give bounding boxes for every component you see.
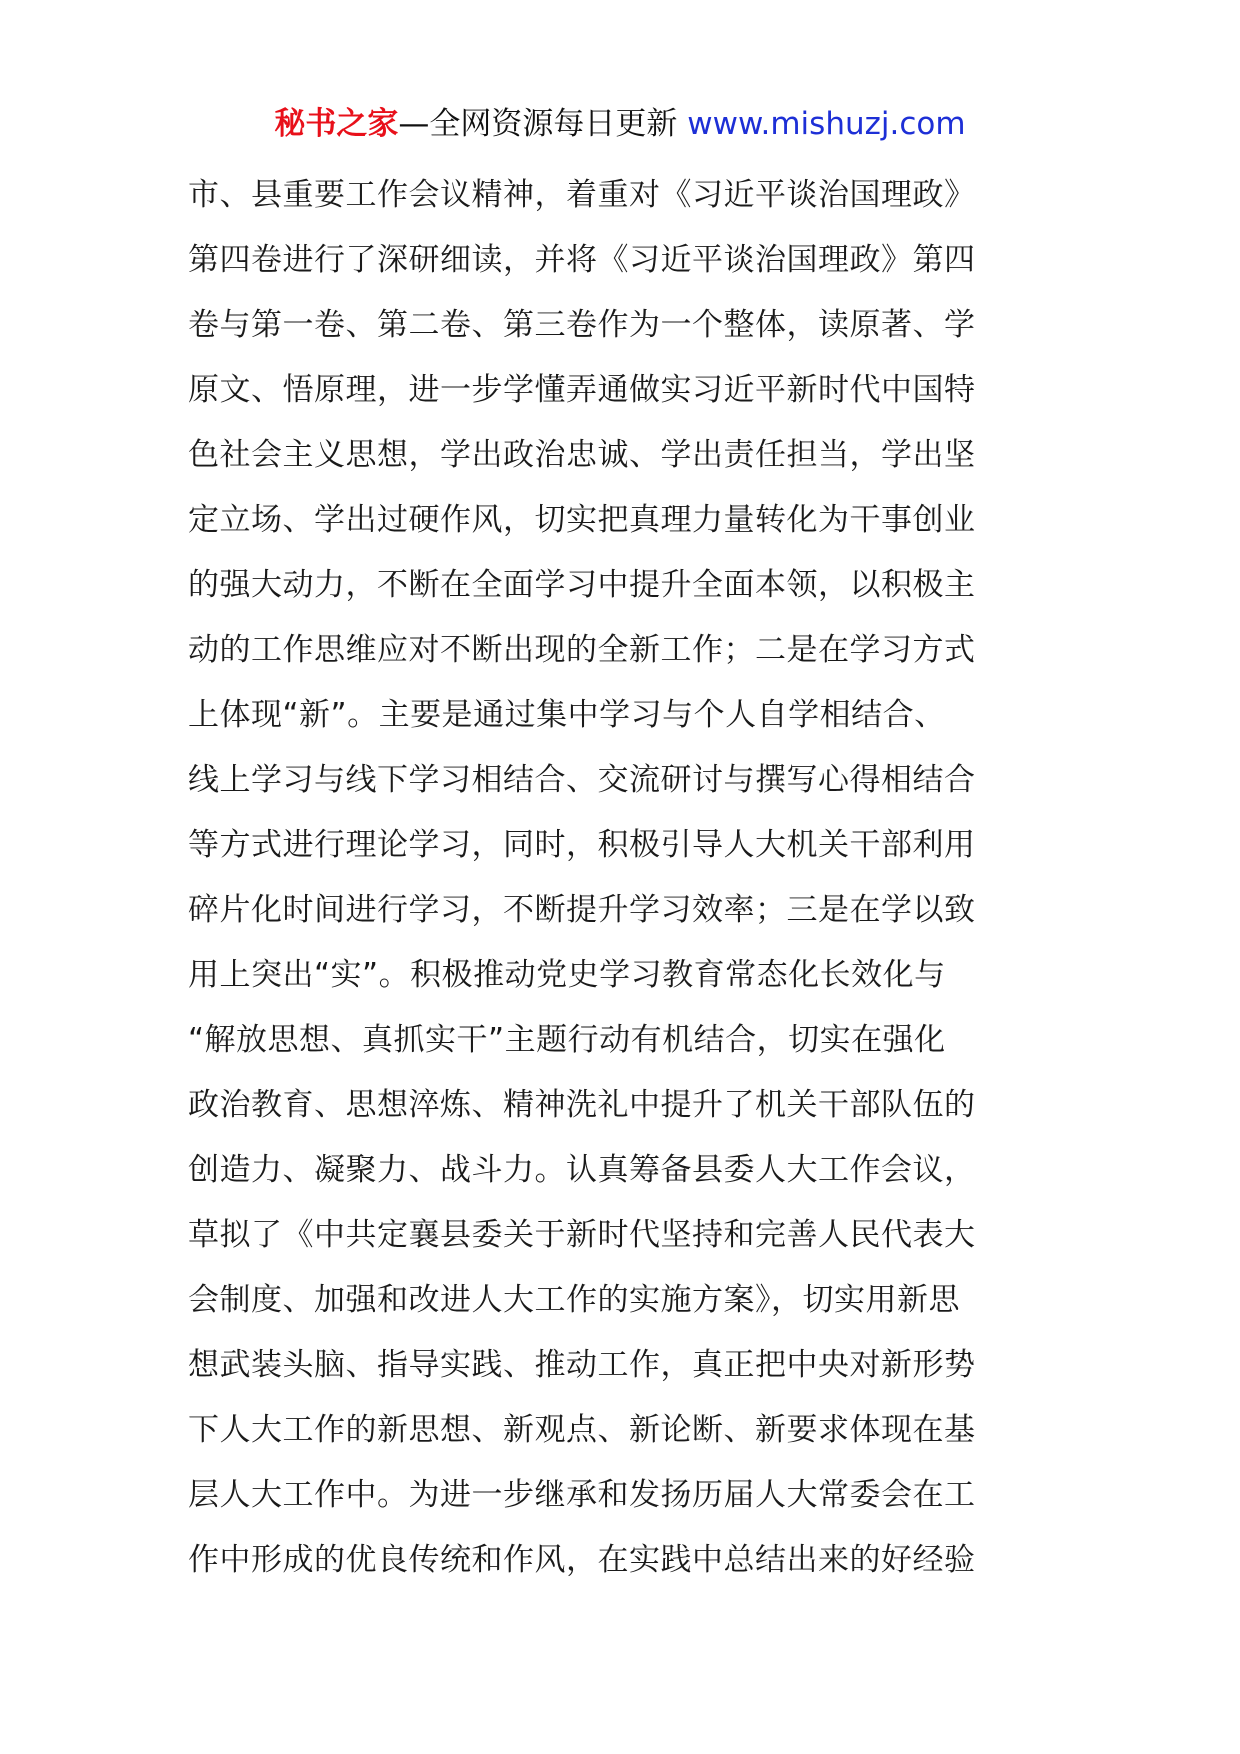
text-line: 作中形成的优良传统和作风，在实践中总结出来的好经验 <box>188 1542 976 1578</box>
text-line: 草拟了《中共定襄县委关于新时代坚持和完善人民代表大 <box>188 1217 976 1253</box>
text-line: 想武装头脑、指导实践、推动工作，真正把中央对新形势 <box>188 1347 976 1383</box>
text-line: 定立场、学出过硬作风，切实把真理力量转化为干事创业 <box>188 502 976 538</box>
text-line: 动的工作思维应对不断出现的全新工作；二是在学习方式 <box>188 632 976 668</box>
text-line: 卷与第一卷、第二卷、第三卷作为一个整体，读原著、学 <box>188 307 976 343</box>
text-line: 原文、悟原理，进一步学懂弄通做实习近平新时代中国特 <box>188 372 976 408</box>
text-line: 层人大工作中。为进一步继承和发扬历届人大常委会在工 <box>188 1477 976 1513</box>
text-line: 色社会主义思想，学出政治忠诚、学出责任担当，学出坚 <box>188 437 976 473</box>
text-line: 政治教育、思想淬炼、精神洗礼中提升了机关干部队伍的 <box>188 1087 976 1123</box>
text-line: 第四卷进行了深研细读，并将《习近平谈治国理政》第四 <box>188 242 976 278</box>
text-line: 下人大工作的新思想、新观点、新论断、新要求体现在基 <box>188 1412 976 1448</box>
text-line: 会制度、加强和改进人大工作的实施方案》，切实用新思 <box>188 1282 960 1318</box>
text-line: 上体现“新”。主要是通过集中学习与个人自学相结合、 <box>188 697 946 733</box>
text-line: 碎片化时间进行学习，不断提升学习效率；三是在学以致 <box>188 892 976 928</box>
document-body <box>188 163 1058 1593</box>
text-line: 用上突出“实”。积极推动党史学习教育常态化长效化与 <box>188 957 946 993</box>
text-line: 创造力、凝聚力、战斗力。认真筹备县委人大工作会议， <box>188 1152 976 1188</box>
text-line: 市、县重要工作会议精神，着重对《习近平谈治国理政》 <box>188 177 976 213</box>
site-header <box>0 100 1240 148</box>
text-line: 线上学习与线下学习相结合、交流研讨与撰写心得相结合 <box>188 762 976 798</box>
text-line: 的强大动力，不断在全面学习中提升全面本领，以积极主 <box>188 567 976 603</box>
site-brand: 秘书之家 <box>274 106 399 142</box>
text-line: 等方式进行理论学习，同时，积极引导人大机关干部利用 <box>188 827 976 863</box>
site-tagline: —全网资源每日更新 <box>398 106 688 142</box>
site-url-link[interactable]: www.mishuzj.com <box>687 106 966 142</box>
text-line: “解放思想、真抓实干”主题行动有机结合，切实在强化 <box>188 1022 946 1058</box>
